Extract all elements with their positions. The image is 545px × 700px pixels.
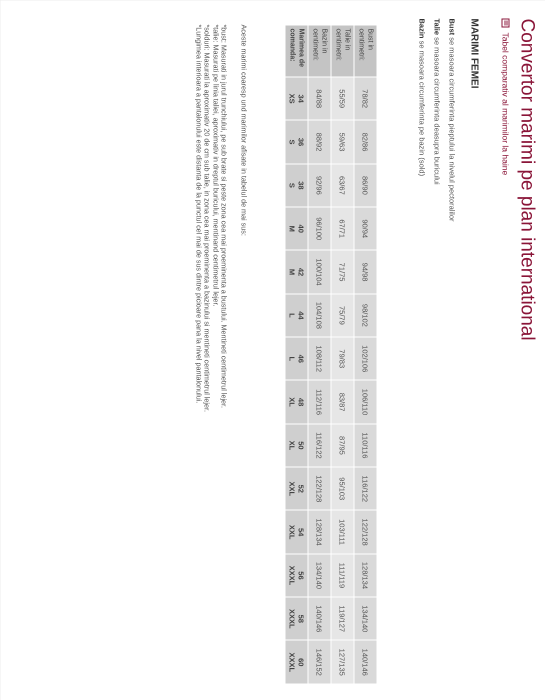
table-row (331, 25, 354, 684)
table-cell: 84/88 (308, 77, 331, 120)
table-cell: 127/135 (331, 640, 354, 684)
note-solduri: *solduri: Masurati la aproximativ 20 de cm sub talie, in zona cea mai proeminenta a bazinului si mentineti centimetrul lejer. (202, 24, 212, 412)
table-cell: 110/116 (354, 423, 377, 466)
table-cell: 88/92 (308, 120, 331, 163)
table-cell: 102/106 (354, 337, 377, 380)
table-cell: 55/59 (331, 77, 354, 120)
definition-term: Bazin (417, 18, 426, 39)
table-cell: 44 L (285, 293, 308, 336)
note-lungime: *Lungimea interioara a pantalonului este distanta de la punctul cel mai de sus dintre picioare pana la nivel pantalonului. (194, 24, 203, 403)
definitions (414, 18, 459, 688)
table-cell: 106/110 (354, 380, 377, 423)
table-cell: 78/82 (354, 77, 377, 120)
table-cell: 122/128 (354, 510, 377, 553)
table-cell: 34 XS (285, 77, 308, 120)
table-cell: 87/95 (331, 423, 354, 466)
table-cell: 63/67 (331, 163, 354, 206)
table-cell: 100/104 (308, 250, 331, 293)
table-cell: 75/79 (331, 293, 354, 336)
table-cell: 98/102 (354, 293, 377, 336)
definition-bazin (414, 18, 429, 688)
page-title: Convertor marimi pe plan international (516, 18, 537, 341)
row-header: Bust in centimetri: (354, 25, 377, 77)
table-cell: 86/90 (354, 163, 377, 206)
table-cell: 140/146 (308, 597, 331, 640)
size-table-wrapper (284, 24, 377, 684)
table-cell: 48 XL (285, 380, 308, 423)
definition-text: se masoara circumferinta pieptului la nivelul pectoralilor (447, 36, 456, 222)
breadcrumb-label[interactable]: Tabel comparativ al marimilor la haine (500, 32, 510, 175)
definition-term: Talie (432, 18, 441, 35)
table-cell: 56 XXXL (285, 553, 308, 596)
row-header: Talie in centimetri: (331, 25, 354, 77)
table-cell: 54 XXL (285, 510, 308, 553)
content-area (0, 18, 537, 688)
table-cell: 112/116 (308, 380, 331, 423)
table-cell: 146/152 (308, 640, 331, 684)
table-cell: 83/87 (331, 380, 354, 423)
definition-term: Bust (447, 18, 456, 35)
table-cell: 108/112 (308, 337, 331, 380)
section-title: MARIMI FEMEI (468, 18, 479, 88)
table-cell: 92/96 (308, 163, 331, 206)
table-cell: 71/75 (331, 250, 354, 293)
table-row (354, 25, 377, 684)
definition-bust (444, 18, 459, 688)
table-cell: 134/140 (308, 553, 331, 596)
note-bust: *bust: Masurati in jurul trunchiului, pe sub brate si peste zona cea mai proeminenta a bustului. Mentineti centimetrul lejer. (219, 24, 229, 408)
notes (194, 24, 248, 684)
table-icon (501, 18, 509, 27)
table-cell: 58 XXXL (285, 597, 308, 640)
table-cell: 67/71 (331, 207, 354, 250)
table-cell: 140/146 (354, 640, 377, 684)
table-cell: 119/127 (331, 597, 354, 640)
notes-intro: Aceste marimi coaresp und marimilor afisate in tabelul de mai sus: (239, 24, 248, 236)
table-cell: 50 XL (285, 423, 308, 466)
table-cell: 94/98 (354, 250, 377, 293)
size-table (284, 24, 377, 684)
row-header: Bazin in centimetri: (308, 25, 331, 77)
definition-text: se masoara circumferinta pe bazin (sold) (417, 40, 426, 176)
table-cell: 128/134 (308, 510, 331, 553)
table-cell: 59/63 (331, 120, 354, 163)
row-header: Marimea de comanda: (285, 25, 308, 77)
note-talie: *talie: Masurati pe linia taliei, aproximativ in dreptul buricului, mentinand centimetrul lejer. (211, 24, 220, 307)
table-cell: 60 XXXL (285, 640, 308, 684)
definition-talie (429, 18, 444, 688)
table-cell: 134/140 (354, 597, 377, 640)
breadcrumb[interactable] (500, 18, 510, 688)
table-cell: 82/86 (354, 120, 377, 163)
table-cell: 116/122 (354, 467, 377, 510)
table-cell: 79/83 (331, 337, 354, 380)
table-row (308, 25, 331, 684)
table-cell: 122/128 (308, 467, 331, 510)
table-cell: 95/103 (331, 467, 354, 510)
table-cell: 128/134 (354, 553, 377, 596)
table-cell: 90/94 (354, 207, 377, 250)
table-cell: 36 S (285, 120, 308, 163)
table-cell: 40 M (285, 207, 308, 250)
table-cell: 42 M (285, 250, 308, 293)
table-cell: 111/119 (331, 553, 354, 596)
definition-text: se masoara circumferinta deasupra buricului (432, 36, 441, 185)
table-cell: 103/111 (331, 510, 354, 553)
table-cell: 46 L (285, 337, 308, 380)
table-cell: 104/108 (308, 293, 331, 336)
table-cell: 96/100 (308, 207, 331, 250)
table-cell: 38 S (285, 163, 308, 206)
table-row (285, 25, 308, 684)
table-cell: 52 XXL (285, 467, 308, 510)
table-cell: 116/122 (308, 423, 331, 466)
